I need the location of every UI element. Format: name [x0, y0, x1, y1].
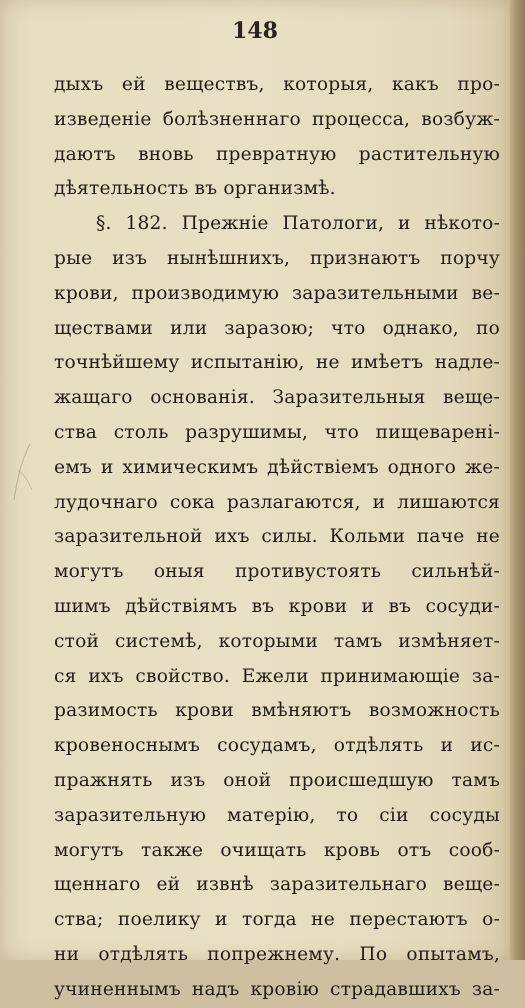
text-line: заразительной ихъ силы. Кольми паче не [54, 526, 500, 548]
text-line: ществами или заразою; что однако, по [54, 317, 500, 339]
body-text [54, 68, 500, 1008]
text-line: крови, производимую заразительными ве- [54, 282, 500, 304]
text-line: заразительную матерiю, то сiи сосуды [54, 804, 500, 826]
text-line: жащаго основанiя. Заразительныя веще- [54, 387, 500, 409]
text-line: ни отдѣлять попрежнему. По опытамъ, [54, 943, 500, 965]
text-line: ства столь разрушимы, что пищеваренi- [54, 421, 500, 443]
text-line: рые изъ нынѣшнихъ, признаютъ порчу [54, 247, 500, 269]
text-line: даютъ вновь превратную растительную [54, 143, 500, 165]
page-number: 148 [232, 18, 278, 44]
text-line: учиненнымъ надъ кровiю страдавшихъ за- [54, 978, 500, 1000]
text-line: дыхъ ей веществъ, которыя, какъ про- [54, 74, 500, 95]
text-line: емъ и химическимъ дѣйствiемъ одного же- [54, 456, 500, 478]
text-line: кровеноснымъ сосудамъ, отдѣлять и ис- [54, 735, 500, 757]
text-line: щеннаго ей извнѣ заразительнаго веще- [54, 874, 500, 896]
text-line: стой системѣ, которыми тамъ измѣняет- [54, 630, 500, 652]
text-line: дѣятельность въ организмѣ. [54, 178, 336, 200]
text-line: точнѣйшему испытанiю, не имѣетъ надле- [54, 352, 500, 374]
text-line: лудочнаго сока разлагаются, и лишаются [54, 491, 500, 513]
margin-pencil-mark [8, 440, 38, 510]
text-line: пражнять изъ оной происшедшую тамъ [54, 769, 500, 791]
text-line: могутъ оныя противустоять сильнѣй- [54, 561, 500, 583]
text-line: ства; поелику и тогда не перестаютъ о- [54, 909, 500, 931]
text-line: изведенiе болѣзненнаго процесса, возбуж- [54, 108, 500, 130]
book-edge [510, 0, 525, 960]
text-line: могутъ также очищать кровь отъ сооб- [54, 839, 500, 861]
text-line: ся ихъ свойство. Ежели принимающiе за- [54, 665, 500, 687]
text-line: разимость крови вмѣняютъ возможность [54, 700, 500, 722]
text-line: шимъ дѣйствiямъ въ крови и въ сосуди- [54, 595, 500, 617]
paragraph-start-line: §. 182. Прежнiе Патологи, и нѣкото- [96, 213, 500, 235]
